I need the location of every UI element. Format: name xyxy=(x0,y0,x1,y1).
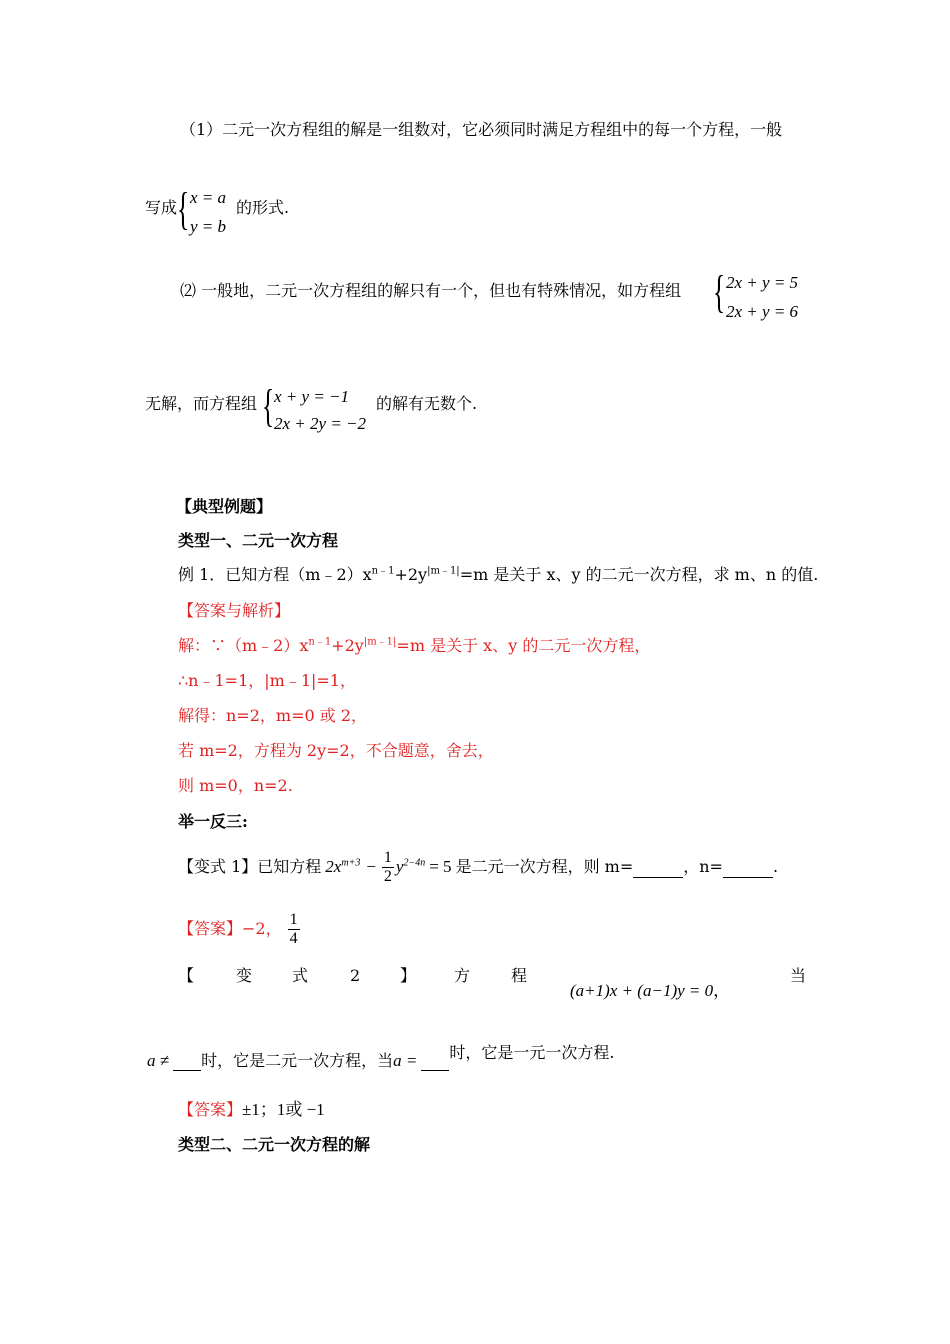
type1-heading: 类型一、二元一次方程 xyxy=(178,531,339,550)
p2-sys2-eq2: 2x + 2y = −2 xyxy=(274,414,367,433)
example1: 例 1．已知方程$(m﹣2)x^{n﹣1}+2y^{|m﹣1|}=m$ 是关于 x、y 的二元一次方程，求 m、n 的值. xyxy=(178,565,819,584)
brace-icon: { xyxy=(177,183,190,234)
p2-line2-prefix: 无解，而方程组 xyxy=(145,394,258,413)
p1-eq1: x = a xyxy=(190,188,227,207)
p2-line2-suffix: 的解有无数个. xyxy=(376,394,478,413)
blank-n[interactable] xyxy=(723,857,773,878)
variant1: 【变式 1】 已知方程 $2x^{m+3}$ − $\frac{1}{2}$ $y^{2-4n}$ = 5 是二元一次方程，则 m= ，n= . xyxy=(178,848,779,885)
p1-eq2: y = b xyxy=(190,217,227,236)
type2-heading: 类型二、二元一次方程的解 xyxy=(178,1135,371,1154)
answer-heading: 【答案与解析】 xyxy=(178,601,291,620)
variant2-line2: a ≠ 时，它是二元一次方程，当 a = 时，它是一元一次方程. xyxy=(147,1043,615,1070)
variant2-equation: (a+1)x + (a−1)y = 0， xyxy=(570,981,731,1000)
solution-line2: ∴n﹣1=1，|m﹣1|=1， xyxy=(178,671,356,690)
variant2-when: 当 xyxy=(790,966,807,985)
blank-m[interactable] xyxy=(633,857,683,878)
blank-a-ne[interactable] xyxy=(173,1050,201,1071)
p1-prefix: 写成 xyxy=(145,198,178,217)
p2-sys1-eq2: 2x + y = 6 xyxy=(726,302,799,321)
section-heading: 【典型例题】 xyxy=(176,497,273,516)
solution-line5: 则 m=0，n=2. xyxy=(178,776,293,795)
variant1-answer: 【答案】 −2， $\frac{1}{4}$ xyxy=(178,910,298,947)
variant2-answer: 【答案】±1；1或 −1 xyxy=(178,1100,325,1119)
p2-sys2-eq1: x + y = −1 xyxy=(274,387,350,406)
solution-line3: 解得：n=2，m=0 或 2， xyxy=(178,706,368,725)
solution-line1: 解：$\because(m﹣2)x^{n﹣1}+2y^{|m﹣1|}=m$ 是关于 x、y 的二元一次方程， xyxy=(178,636,651,655)
p1-suffix: 的形式. xyxy=(236,198,290,217)
brace-icon: { xyxy=(262,380,275,431)
p2-sys1-eq1: 2x + y = 5 xyxy=(726,273,799,292)
drill-heading: 举一反三: xyxy=(178,812,248,831)
p1-line1: （1）二元一次方程组的解是一组数对，它必须同时满足方程组中的每一个方程，一般 xyxy=(180,120,783,139)
brace-icon: { xyxy=(713,266,726,317)
solution-line4: 若 m=2，方程为 2y=2，不合题意，舍去， xyxy=(178,741,494,760)
blank-a-eq[interactable] xyxy=(421,1050,449,1071)
p2-line1: ⑵ 一般地，二元一次方程组的解只有一个，但也有特殊情况，如方程组 xyxy=(180,281,682,300)
